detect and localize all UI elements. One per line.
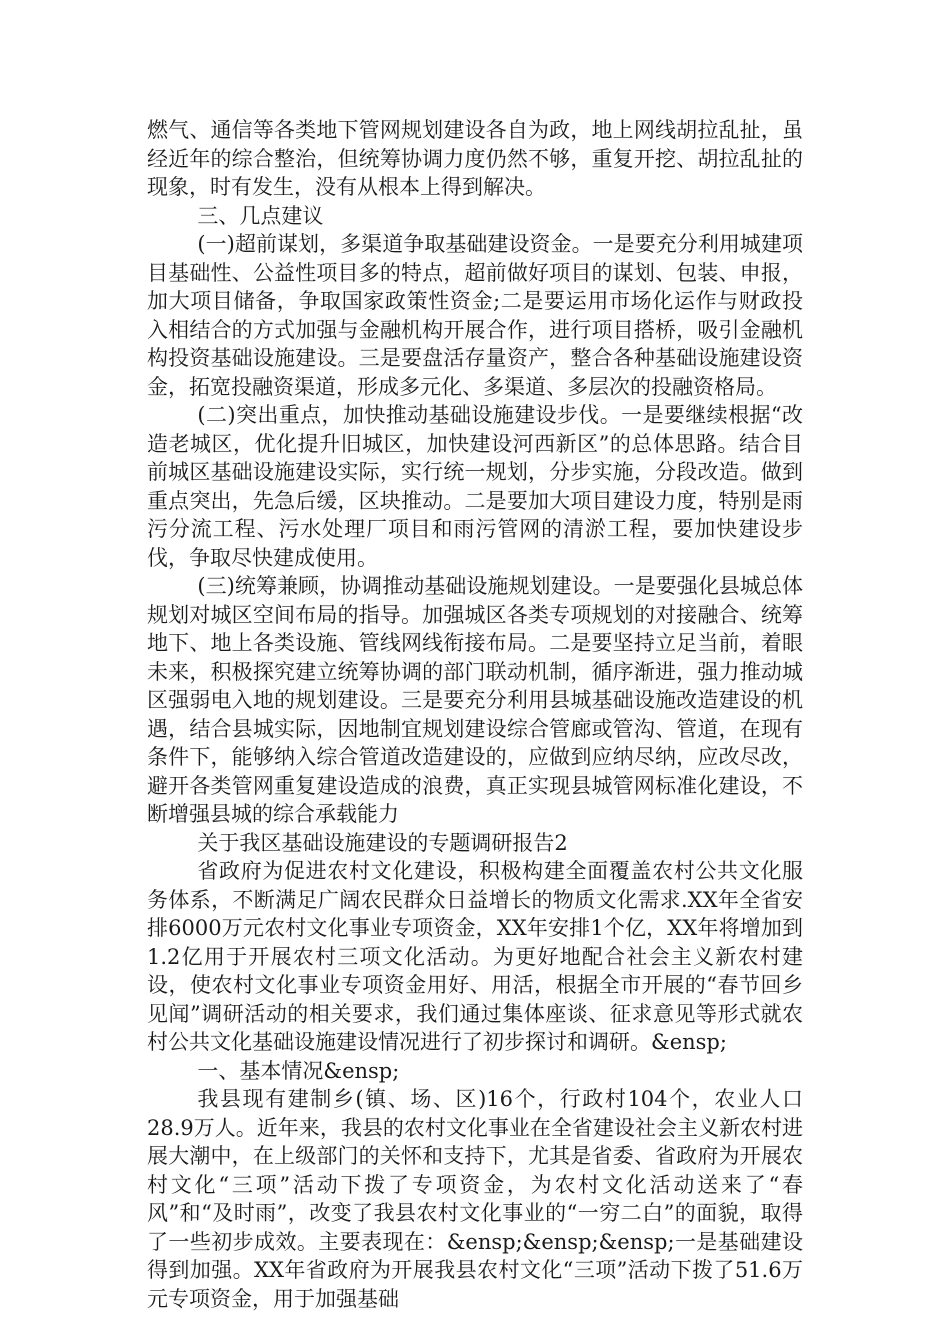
paragraph-suggestion-3: (三)统筹兼顾，协调推动基础设施规划建设。一是要强化县城总体规划对城区空间布局的指导。加强城区各类专项规划的对接融合、统筹地下、地上各类设施、管线网线衔接布局。二是要坚持立足当前，着眼未来，积极探究建立统筹协调的部门联动机制，循序渐进，强力推动城区强弱电入地的规划建设。三是要充分利用县城基础设施改造建设的机遇，结合县城实际，因地制宜规划建设综合管廊或管沟、管道，在现有条件下，能够纳入综合管道改造建设的，应做到应纳尽纳，应改尽改，避开各类管网重复建设造成的浪费，真正实现县城管网标准化建设，不断增强县城的综合承载能力 bbox=[147, 574, 803, 826]
paragraph-suggestion-1: (一)超前谋划，多渠道争取基础建设资金。一是要充分利用城建项目基础性、公益性项目多的特点，超前做好项目的谋划、包装、申报，加大项目储备，争取国家政策性资金;二是要运用市场化运作与财政投入相结合的方式加强与金融机构开展合作，进行项目搭桥，吸引金融机构投资基础设施建设。三是要盘活存量资产，整合各种基础设施建设资金，拓宽投融资渠道，形成多元化、多渠道、多层次的投融资格局。 bbox=[147, 232, 803, 399]
section-heading-suggestions: 三、几点建议 bbox=[197, 203, 324, 228]
report-title: 关于我区基础设施建设的专题调研报告2 bbox=[197, 830, 568, 855]
paragraph-report-intro: 省政府为促进农村文化建设，积极构建全面覆盖农村公共文化服务体系，不断满足广阔农民群众日益增长的物质文化需求.XX年全省安排6000万元农村文化事业专项资金，XX年安排1个亿，XX年将增加到1.2亿用于开展农村三项文化活动。为更好地配合社会主义新农村建设，使农村文化事业专项资金用好、用活，根据全市开展的“春节回乡见闻”调研活动的相关要求，我们通过集体座谈、征求意见等形式就农村公共文化基础设施建设情况进行了初步探讨和调研。&ensp; bbox=[147, 859, 803, 1054]
paragraph-basic: 我县现有建制乡(镇、场、区)16个，行政村104个，农业人口28.9万人。近年来，我县的农村文化事业在全省建设社会主义新农村进展大潮中，在上级部门的关怀和支持下，尤其是省委、省政府为开展农村文化“三项”活动下拨了专项资金，为农村文化活动送来了“春风”和“及时雨”，改变了我县农村文化事业的“一穷二白”的面貌，取得了一些初步成效。主要表现在：&ensp;&ensp;&ensp;一是基础建设得到加强。XX年省政府为开展我县农村文化“三项”活动下拨了51.6万元专项资金，用于加强基础 bbox=[147, 1087, 803, 1311]
paragraph-suggestion-2: (二)突出重点，加快推动基础设施建设步伐。一是要继续根据“改造老城区，优化提升旧城区，加快建设河西新区”的总体思路。结合目前城区基础设施建设实际，实行统一规划，分步实施，分段改造。做到重点突出，先急后缓，区块推动。二是要加大项目建设力度，特别是雨污分流工程、污水处理厂项目和雨污管网的清淤工程，要加快建设步伐，争取尽快建成使用。 bbox=[147, 403, 803, 570]
document-body bbox=[147, 116, 803, 1313]
section-heading-basic: 一、基本情况&ensp; bbox=[197, 1058, 400, 1083]
paragraph-continuation: 燃气、通信等各类地下管网规划建设各自为政，地上网线胡拉乱扯，虽经近年的综合整治，但统筹协调力度仍然不够，重复开挖、胡拉乱扯的现象，时有发生，没有从根本上得到解决。 bbox=[147, 118, 803, 199]
